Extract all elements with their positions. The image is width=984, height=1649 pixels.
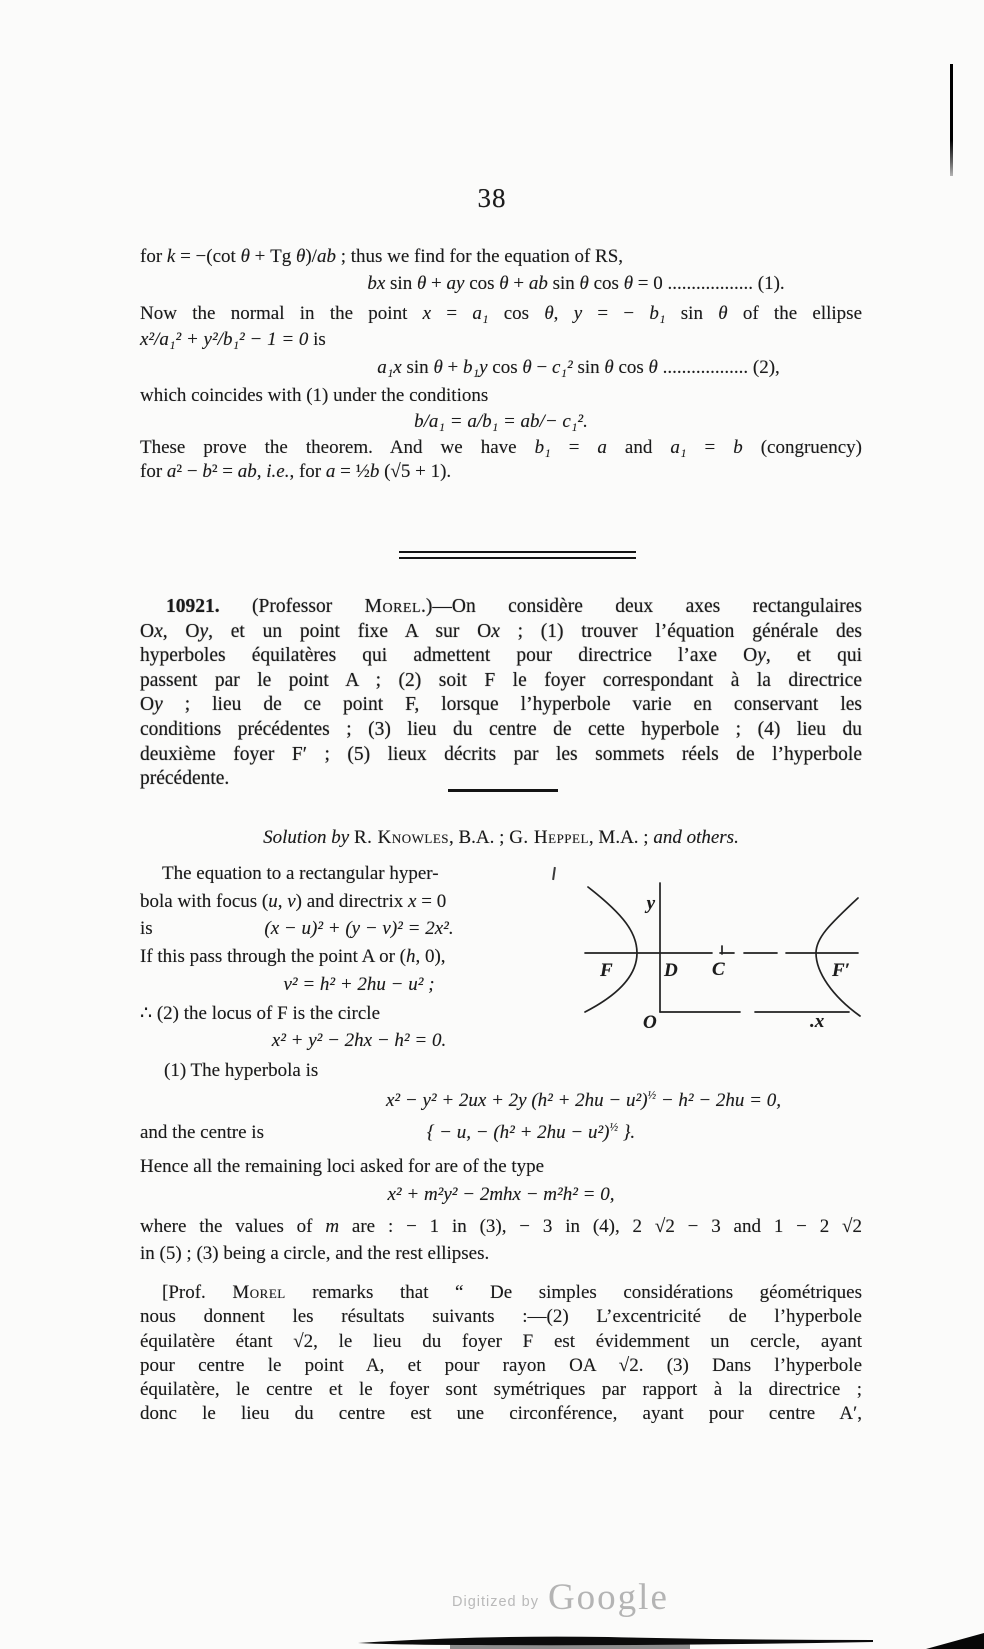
solution-full-width: [140, 1060, 862, 1270]
v-squared-equation: v² = h² + 2hu − u² ;: [283, 974, 435, 995]
problem-statement: [140, 595, 862, 792]
remark-line: [Prof. Morel remarks that “ De simples considérations géométriques: [162, 1282, 862, 1303]
left-hyperbola-branch: [585, 887, 637, 1012]
x-axis-label: .x: [810, 1011, 825, 1032]
text-line: for a² − b² = ab, i.e., for a = ½b (√5 + 1).: [140, 461, 452, 482]
morel-remark: [140, 1281, 862, 1427]
centre-coordinates: { − u, − $(h^2 + 2hu - u^2)^{\frac{1}{2}}$ }.: [426, 1121, 636, 1143]
hyperbola-definition-equation: [140, 918, 578, 940]
remark-line: pour centre le point A, et pour rayon OA √2. (3) Dans l’hyperbole: [140, 1354, 862, 1376]
conditions-equation: b/a₁ = a/b₁ = ab/− c₁².: [414, 411, 588, 432]
hyperbola-figure: [552, 843, 864, 1039]
problem-line: Oy ; lieu de ce point F, lorsque l’hyperbole varie en conservant les: [140, 694, 862, 716]
problem-line: hyperboles équilatères qui admettent pour directrice l’axe Oy, et qui: [140, 645, 862, 667]
focus-F-label: F: [600, 960, 613, 981]
y-axis-label: y: [646, 893, 655, 914]
equation-2: a₁x sin θ + b₁y cos θ − c₁² sin θ cos θ .................. (2),: [377, 357, 780, 378]
origin-O-label: O: [643, 1012, 657, 1033]
text-line: Now the normal in the point x = a₁ cos θ, y = − b₁ sin θ of the ellipse: [140, 303, 863, 324]
is-label: is: [140, 918, 153, 939]
text-line: where the values of m are : − 1 in (3), − 3 in (4), 2 √2 − 3 and 1 − 2 √2: [140, 1216, 862, 1237]
solution-heading: Solution by R. Knowles, B.A. ; G. Heppel, M.A. ; and others.: [263, 827, 739, 848]
equation-1: bx sin θ + ay cos θ + ab sin θ cos θ = 0 .................. (1).: [367, 273, 785, 294]
problem-divider-rule: [448, 789, 558, 792]
text-line: for k = −(cot θ + Tg θ)/ab ; thus we find for the equation of RS,: [140, 246, 624, 267]
text-line: If this pass through the point A or (h, 0),: [140, 946, 446, 967]
text-line: (1) The hyperbola is: [164, 1060, 319, 1081]
hyperbola-equation: x² − y² + 2ux + 2y $(h^2 + 2hu - u^2)^{\frac{1}{2}} - h^2 - 2hu = 0$,: [386, 1089, 781, 1111]
focus-F-prime-label: F′: [832, 960, 851, 981]
right-hyperbola-branch: [816, 898, 860, 1016]
remark-line: équilatère, le centre et le foyer sont symétriques par rapport à la directrice ;: [140, 1379, 862, 1401]
text-line: x²/a₁² + y²/b₁² − 1 = 0 is: [140, 329, 326, 350]
problem-line: Ox, Oy, et un point fixe A sur Ox ; (1) trouver l’équation générale des: [140, 620, 862, 642]
text-line: Hence all the remaining loci asked for are of the type: [140, 1156, 545, 1177]
google-logo: Google: [547, 1577, 669, 1618]
remark-line: donc le lieu du centre est une circonférence, ayant pour centre A′,: [140, 1403, 862, 1425]
text-line: ∴ (2) the locus of F is the circle: [140, 1003, 381, 1024]
centre-C-label: C: [712, 959, 725, 980]
page-number: 38: [477, 183, 507, 213]
watermark: [452, 1576, 669, 1619]
centre-line: [140, 1122, 862, 1144]
text-line: These prove the theorem. And we have b₁ = a and a₁ = b (congruency): [140, 437, 863, 458]
text-line: The equation to a rectangular hyper-: [162, 863, 439, 884]
black-smudge: [358, 1637, 873, 1646]
problem-line: conditions précédentes ; (3) lieu du centre de cette hyperbole ; (4) lieu du: [140, 718, 862, 740]
circle-locus-equation: x² + y² − 2hx − h² = 0.: [271, 1030, 447, 1051]
watermark-prefix: Digitized by: [452, 1594, 539, 1610]
solution-left-column: [140, 863, 578, 1063]
problem-line: deuxième foyer F′ ; (5) lieux décrits par les sommets réels de l’hyperbole: [140, 743, 862, 765]
loci-type-equation: x² + m²y² − 2mhx − m²h² = 0,: [387, 1184, 615, 1205]
remark-line: équilatère étant √2, le lieu du foyer F est évidemment un cercle, ayant: [140, 1330, 862, 1352]
directrix-foot-D-label: D: [664, 960, 678, 981]
scan-artifact-bottom-bar: [358, 1634, 888, 1649]
centre-line-label: and the centre is: [140, 1122, 264, 1143]
remark-line: nous donnent les résultats suivants :—(2) L’excentricité de l’hyperbole: [140, 1306, 862, 1328]
problem-line: 10921. (Professor Morel.)—On considère deux axes rectangulaires: [166, 596, 863, 617]
text-line: in (5) ; (3) being a circle, and the rest ellipses.: [140, 1243, 490, 1264]
problem-line: précédente.: [140, 768, 230, 790]
scan-artifact-corner-wedge: [926, 1633, 984, 1649]
scan-artifact-vertical-line: [950, 64, 953, 176]
text-line: which coincides with (1) under the conditions: [140, 385, 489, 406]
text-line: bola with focus (u, v) and directrix x = 0: [140, 891, 447, 912]
section-divider-double-rule: [399, 551, 636, 559]
problem-line: passent par le point A ; (2) soit F le foyer correspondant à la directrice: [140, 669, 862, 691]
previous-solution-section: [140, 246, 862, 491]
equation: (x − u)² + (y − v)² = 2x².: [264, 918, 454, 939]
